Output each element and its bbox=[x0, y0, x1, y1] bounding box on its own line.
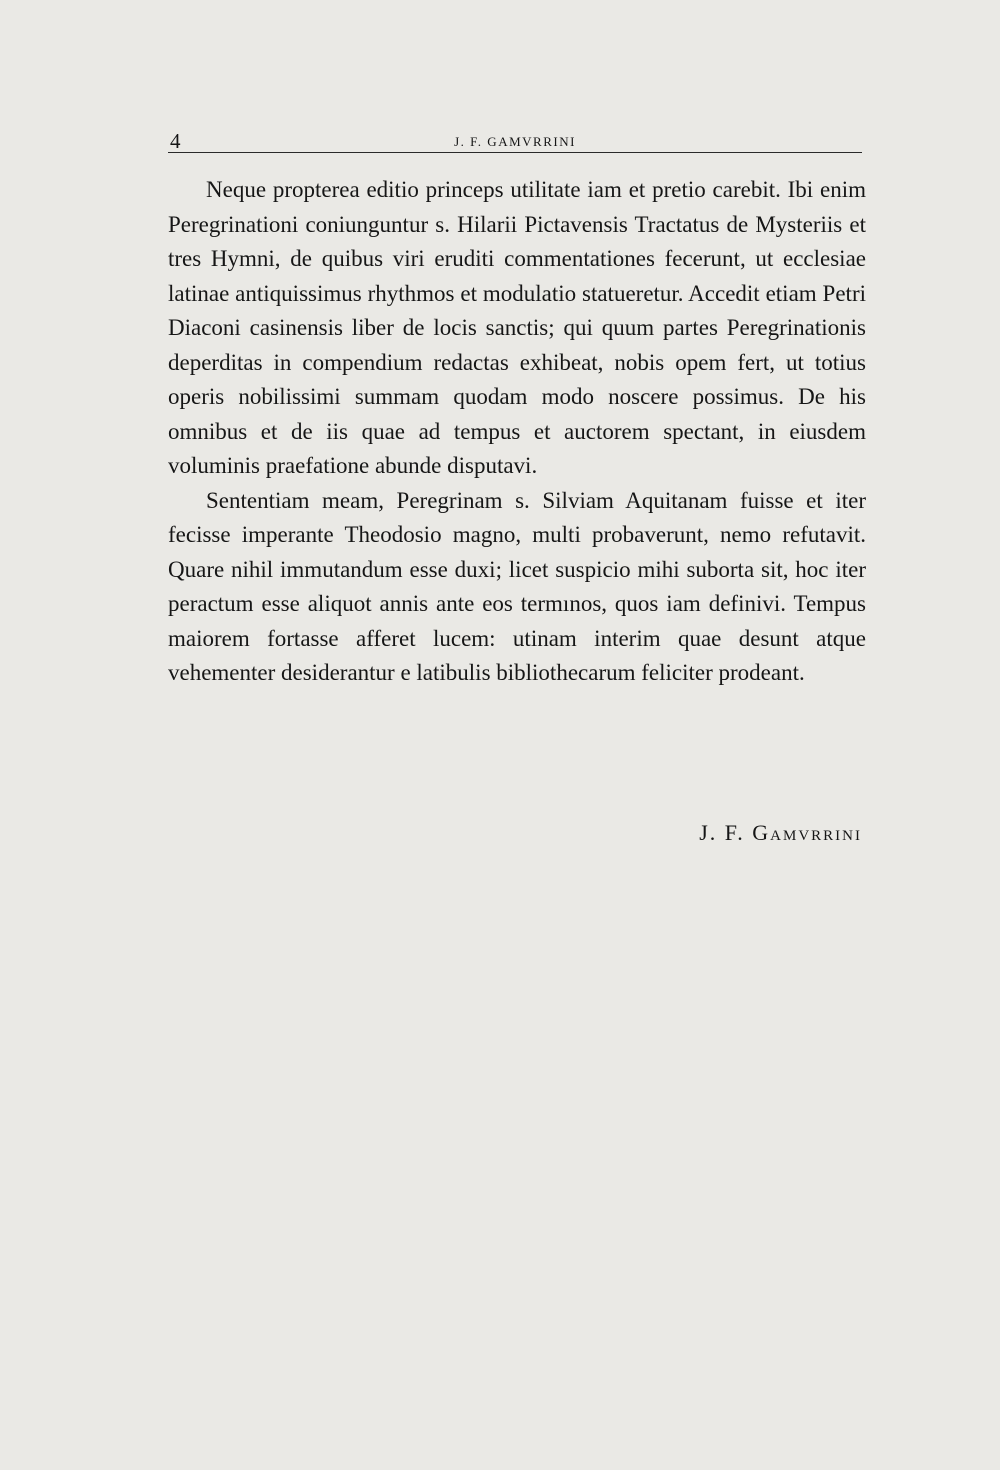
running-head bbox=[168, 128, 862, 154]
signature bbox=[699, 816, 862, 850]
header-rule bbox=[168, 152, 862, 153]
body-text bbox=[168, 173, 866, 691]
running-title: J. F. GAMVRRINI bbox=[454, 134, 576, 149]
paragraph-1: Neque propterea editio princeps utilitate iam et pretio carebit. Ibi enim Peregrinationi coniunguntur s. Hilarii Pictavensis Tractatus de Mysteriis et tres Hymni, de quibus viri eruditi commentationes fecerunt, ut ecclesiae latinae antiquissimus rhythmos et modulatio statueretur. Accedit etiam Petri Diaconi casinensis liber de locis sanctis; qui quum partes Peregrinationis deperditas in compendium redactas exhibeat, nobis opem fert, ut totius operis nobilissimi summam quodam modo noscere possimus. De his omnibus et de iis quae ad tempus et auctorem spectant, in eiusdem voluminis praefatione abunde disputavi. bbox=[168, 177, 866, 478]
page-number: 4 bbox=[170, 129, 181, 153]
paragraph-2: Sententiam meam, Peregrinam s. Silviam Aquitanam fuisse et iter fecisse imperante Theodosio magno, multi probaverunt, nemo refutavit. Quare nihil immutandum esse duxi; licet suspicio mihi suborta sit, hoc iter peractum esse aliquot annis ante eos termınos, quos iam definivi. Tempus maiorem fortasse afferet lucem: utinam interim quae desunt atque vehementer desiderantur e latibulis bibliothecarum feliciter prodeant. bbox=[168, 487, 866, 685]
signature-text: J. F. Gamvrrini bbox=[699, 820, 862, 845]
